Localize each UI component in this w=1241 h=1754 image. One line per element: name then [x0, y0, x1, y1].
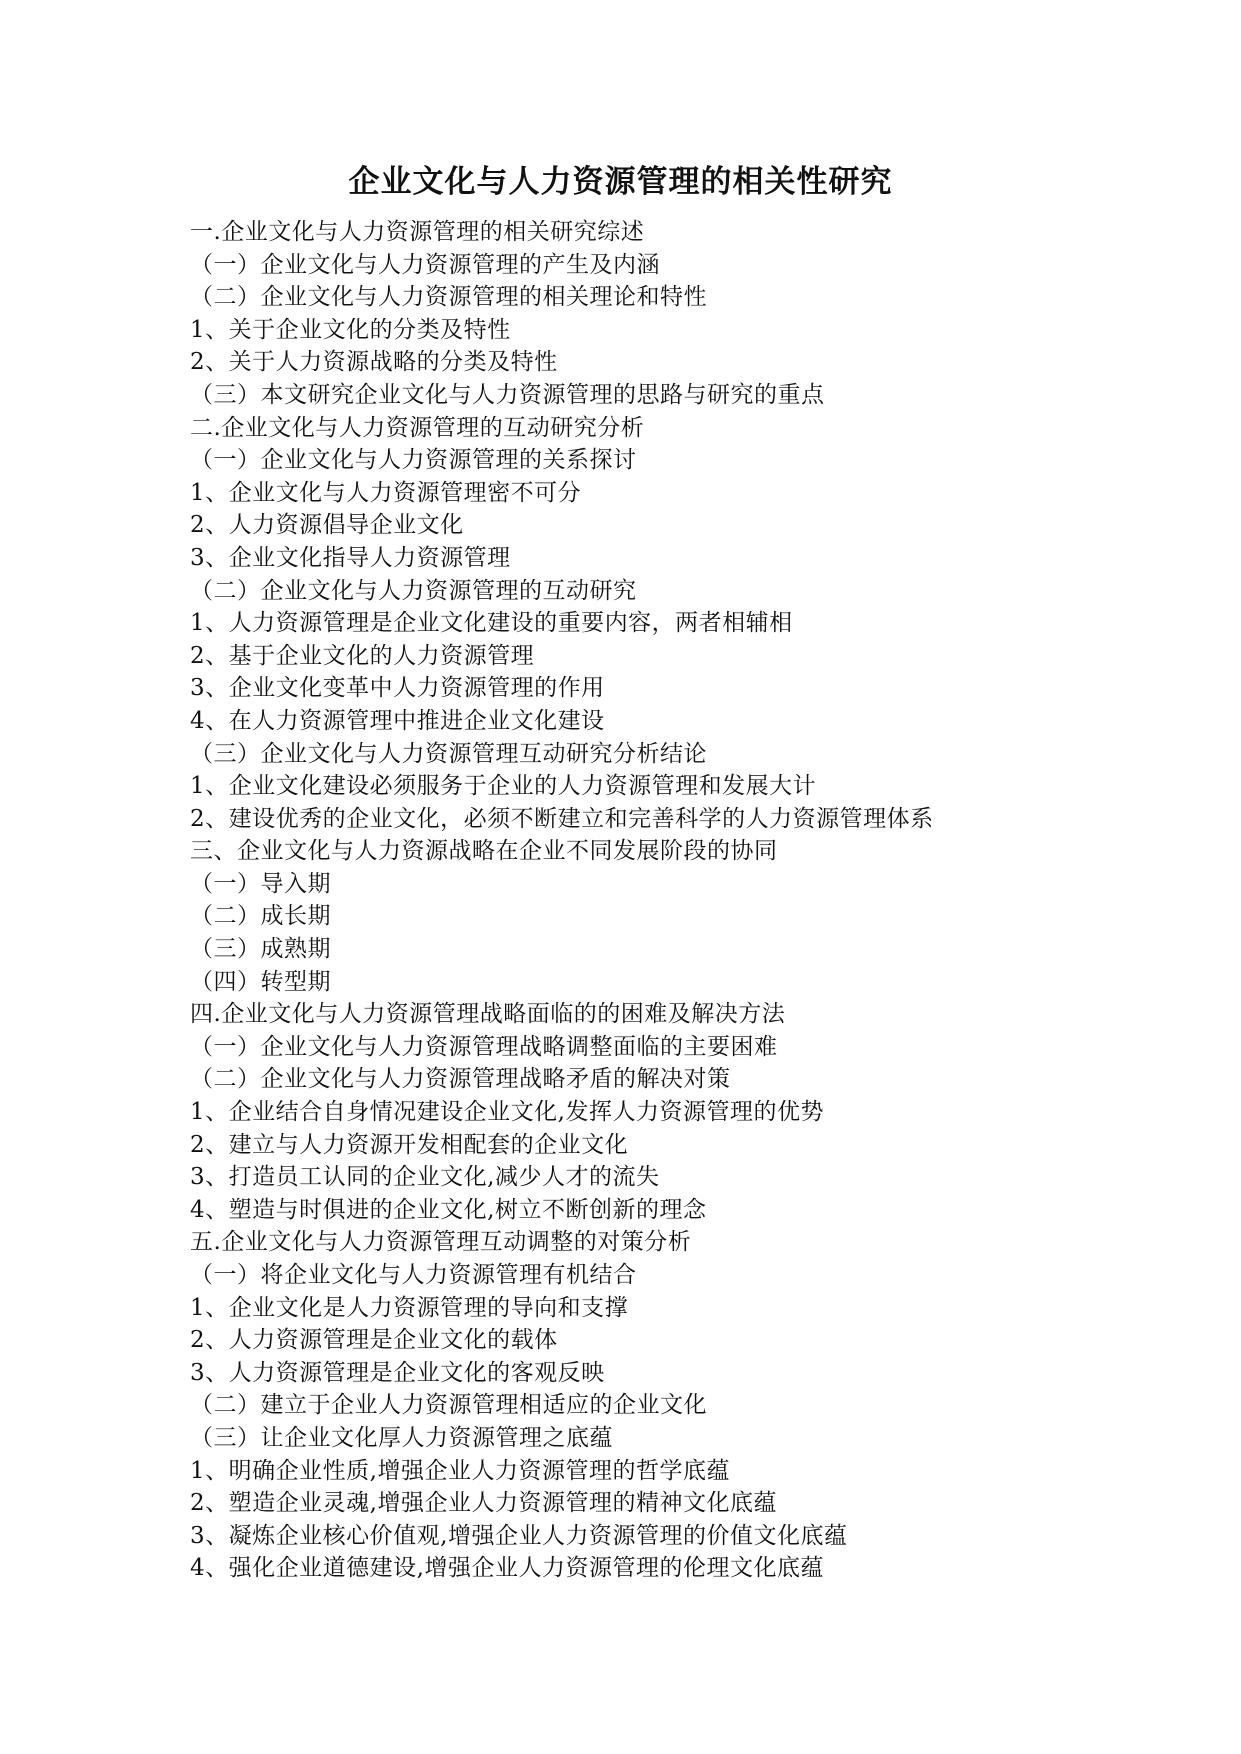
outline-line: 2、建立与人力资源开发相配套的企业文化 — [190, 1131, 629, 1158]
outline-line: （四）转型期 — [190, 968, 331, 995]
outline-line: 4、塑造与时俱进的企业文化,树立不断创新的理念 — [190, 1196, 707, 1223]
outline-line: 2、建设优秀的企业文化，必须不断建立和完善科学的人力资源管理体系 — [190, 805, 934, 832]
outline-line: 五.企业文化与人力资源管理互动调整的对策分析 — [190, 1229, 692, 1256]
outline-line: 1、企业文化与人力资源管理密不可分 — [190, 479, 582, 506]
outline-line: （三）让企业文化厚人力资源管理之底蕴 — [190, 1424, 613, 1451]
outline-line: （三）本文研究企业文化与人力资源管理的思路与研究的重点 — [190, 381, 825, 408]
outline-line: （二）企业文化与人力资源管理战略矛盾的解决对策 — [190, 1066, 731, 1093]
outline-line: （二）建立于企业人力资源管理相适应的企业文化 — [190, 1392, 707, 1419]
outline-line: （二）企业文化与人力资源管理的相关理论和特性 — [190, 284, 707, 311]
outline-line: 2、塑造企业灵魂,增强企业人力资源管理的精神文化底蕴 — [190, 1490, 777, 1517]
outline-list — [190, 216, 1190, 1585]
outline-line: 2、人力资源管理是企业文化的载体 — [190, 1327, 558, 1354]
outline-line: 4、强化企业道德建设,增强企业人力资源管理的伦理文化底蕴 — [190, 1555, 824, 1582]
outline-line: （二）成长期 — [190, 903, 331, 930]
outline-line: 2、关于人力资源战略的分类及特性 — [190, 349, 558, 376]
outline-line: （一）导入期 — [190, 870, 331, 897]
document-title: 企业文化与人力资源管理的相关性研究 — [348, 164, 893, 200]
outline-line: 3、打造员工认同的企业文化,减少人才的流失 — [190, 1164, 660, 1191]
outline-line: 3、企业文化变革中人力资源管理的作用 — [190, 675, 605, 702]
outline-line: 4、在人力资源管理中推进企业文化建设 — [190, 707, 605, 734]
outline-line: （三）成熟期 — [190, 936, 331, 963]
outline-line: 3、凝炼企业核心价值观,增强企业人力资源管理的价值文化底蕴 — [190, 1522, 848, 1549]
outline-line: （一）企业文化与人力资源管理战略调整面临的主要困难 — [190, 1033, 778, 1060]
outline-line: （一）企业文化与人力资源管理的关系探讨 — [190, 447, 637, 474]
outline-line: 3、企业文化指导人力资源管理 — [190, 544, 511, 571]
outline-line: 一.企业文化与人力资源管理的相关研究综述 — [190, 219, 645, 245]
outline-line: 1、明确企业性质,增强企业人力资源管理的哲学底蕴 — [190, 1457, 730, 1484]
outline-line: 三、企业文化与人力资源战略在企业不同发展阶段的协同 — [190, 838, 778, 865]
outline-line: 1、人力资源管理是企业文化建设的重要内容，两者相辅相 — [190, 610, 793, 637]
outline-line: 1、企业文化是人力资源管理的导向和支撑 — [190, 1294, 629, 1321]
outline-line: （二）企业文化与人力资源管理的互动研究 — [190, 577, 637, 604]
outline-line: 1、企业结合自身情况建设企业文化,发挥人力资源管理的优势 — [190, 1099, 824, 1126]
outline-line: 1、关于企业文化的分类及特性 — [190, 316, 511, 343]
outline-line: 2、人力资源倡导企业文化 — [190, 512, 464, 539]
outline-line: 3、人力资源管理是企业文化的客观反映 — [190, 1359, 605, 1386]
outline-line: 二.企业文化与人力资源管理的互动研究分析 — [190, 414, 645, 441]
outline-line: 四.企业文化与人力资源管理战略面临的的困难及解决方法 — [190, 1001, 786, 1028]
outline-line: （一）企业文化与人力资源管理的产生及内涵 — [190, 251, 660, 278]
outline-line: （一）将企业文化与人力资源管理有机结合 — [190, 1262, 637, 1288]
outline-line: （三）企业文化与人力资源管理互动研究分析结论 — [190, 740, 707, 767]
outline-line: 2、基于企业文化的人力资源管理 — [190, 642, 535, 669]
outline-line: 1、企业文化建设必须服务于企业的人力资源管理和发展大计 — [190, 773, 817, 800]
